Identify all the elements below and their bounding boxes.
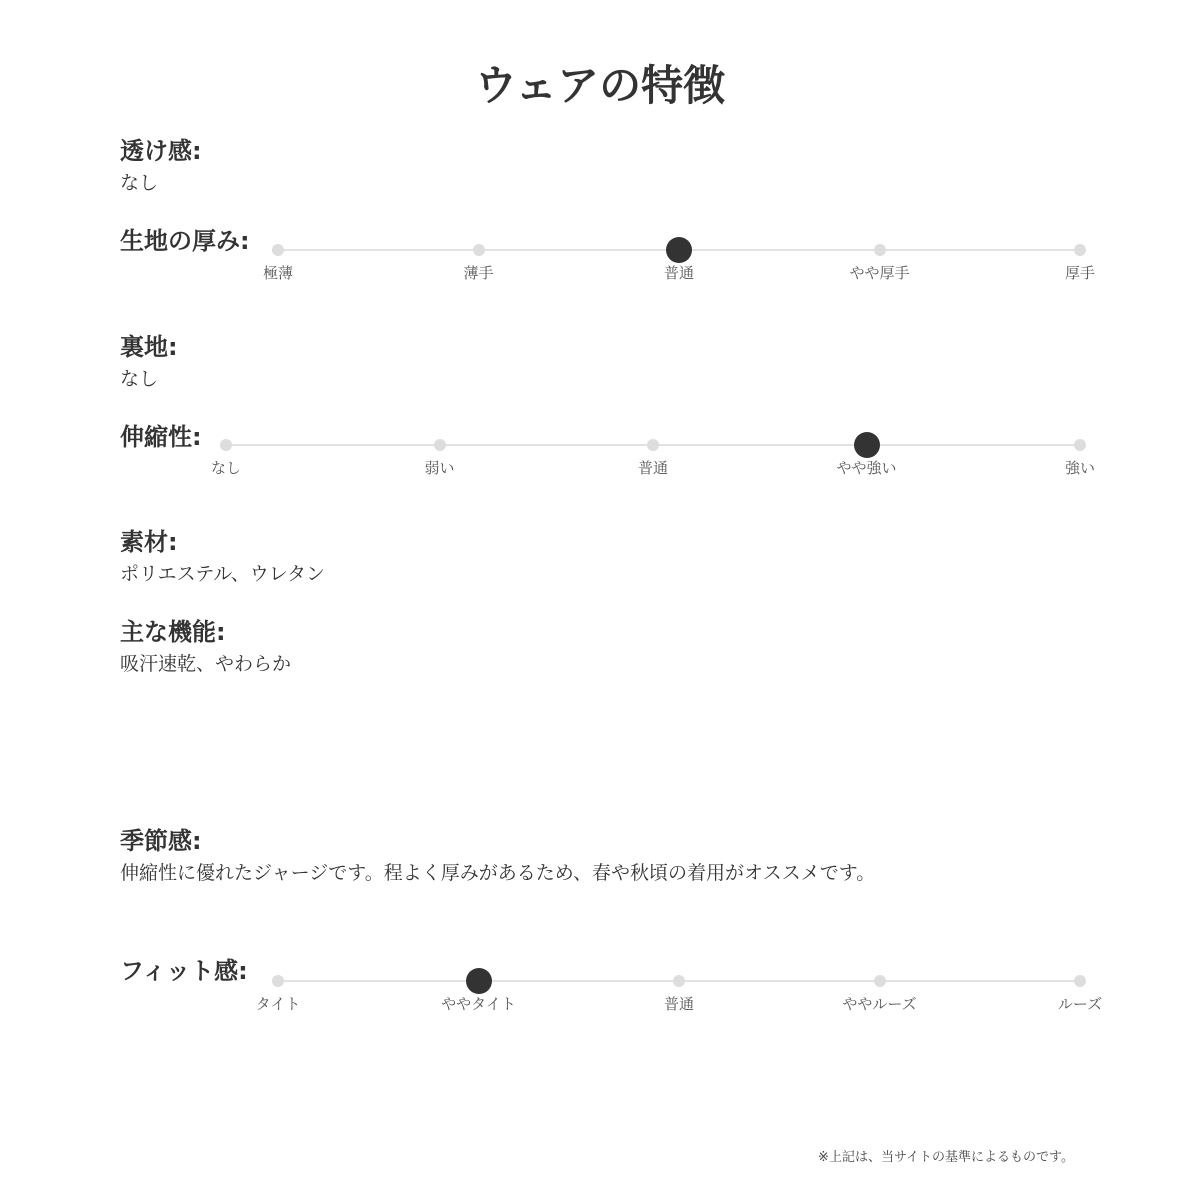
thickness-option-dot[interactable] bbox=[272, 244, 284, 256]
stretch-scale[interactable] bbox=[210, 444, 1095, 504]
fit-option-label: ルーズ bbox=[1057, 995, 1103, 1013]
thickness-option-label: 厚手 bbox=[1064, 264, 1095, 282]
lining-value: なし bbox=[120, 368, 159, 390]
fit-label: フィット感: bbox=[120, 957, 248, 985]
fit-option-label: ややタイト bbox=[441, 995, 516, 1013]
season-value: 伸縮性に優れたジャージです。程よく厚みがあるため、春や秋頃の着用がオススメです。 bbox=[120, 862, 876, 884]
thickness-option-dot[interactable] bbox=[1074, 244, 1086, 256]
thickness-selected-marker[interactable] bbox=[666, 237, 692, 263]
stretch-option-dot[interactable] bbox=[434, 439, 446, 451]
sheerness-label: 透け感: bbox=[120, 137, 202, 165]
fit-option-dot[interactable] bbox=[874, 975, 886, 987]
thickness-option-dot[interactable] bbox=[874, 244, 886, 256]
stretch-option-dot[interactable] bbox=[647, 439, 659, 451]
thickness-option-label: 薄手 bbox=[463, 264, 494, 282]
thickness-option-dot[interactable] bbox=[473, 244, 485, 256]
functions-label: 主な機能: bbox=[120, 618, 226, 646]
fit-option-dot[interactable] bbox=[673, 975, 685, 987]
sheerness-value: なし bbox=[120, 172, 159, 194]
thickness-option-label: 極薄 bbox=[262, 264, 293, 282]
stretch-label: 伸縮性: bbox=[120, 423, 202, 451]
functions-value: 吸汗速乾、やわらか bbox=[120, 653, 292, 675]
fit-option-label: ややルーズ bbox=[842, 995, 917, 1013]
stretch-option-label: 普通 bbox=[637, 459, 668, 477]
stretch-option-dot[interactable] bbox=[220, 439, 232, 451]
stretch-option-label: なし bbox=[210, 459, 241, 477]
fit-option-label: タイト bbox=[255, 995, 301, 1013]
stretch-option-label: 弱い bbox=[424, 459, 455, 477]
stretch-option-label: やや強い bbox=[836, 459, 897, 477]
page-title: ウェアの特徴 bbox=[474, 61, 726, 110]
thickness-option-label: やや厚手 bbox=[849, 264, 910, 282]
thickness-scale[interactable] bbox=[262, 249, 1095, 309]
material-value: ポリエステル、ウレタン bbox=[120, 563, 326, 585]
season-label: 季節感: bbox=[120, 827, 202, 855]
fit-scale[interactable] bbox=[255, 980, 1103, 1040]
stretch-option-dot[interactable] bbox=[1074, 439, 1086, 451]
lining-label: 裏地: bbox=[120, 333, 178, 361]
thickness-option-label: 普通 bbox=[663, 264, 694, 282]
fit-option-dot[interactable] bbox=[272, 975, 284, 987]
material-label: 素材: bbox=[120, 528, 178, 556]
fit-option-dot[interactable] bbox=[1074, 975, 1086, 987]
stretch-selected-marker[interactable] bbox=[854, 432, 880, 458]
thickness-label: 生地の厚み: bbox=[120, 227, 250, 255]
fit-option-label: 普通 bbox=[663, 995, 694, 1013]
footnote: ※上記は、当サイトの基準によるものです。 bbox=[818, 1150, 1074, 1165]
fit-selected-marker[interactable] bbox=[466, 968, 492, 994]
stretch-option-label: 強い bbox=[1064, 459, 1095, 477]
